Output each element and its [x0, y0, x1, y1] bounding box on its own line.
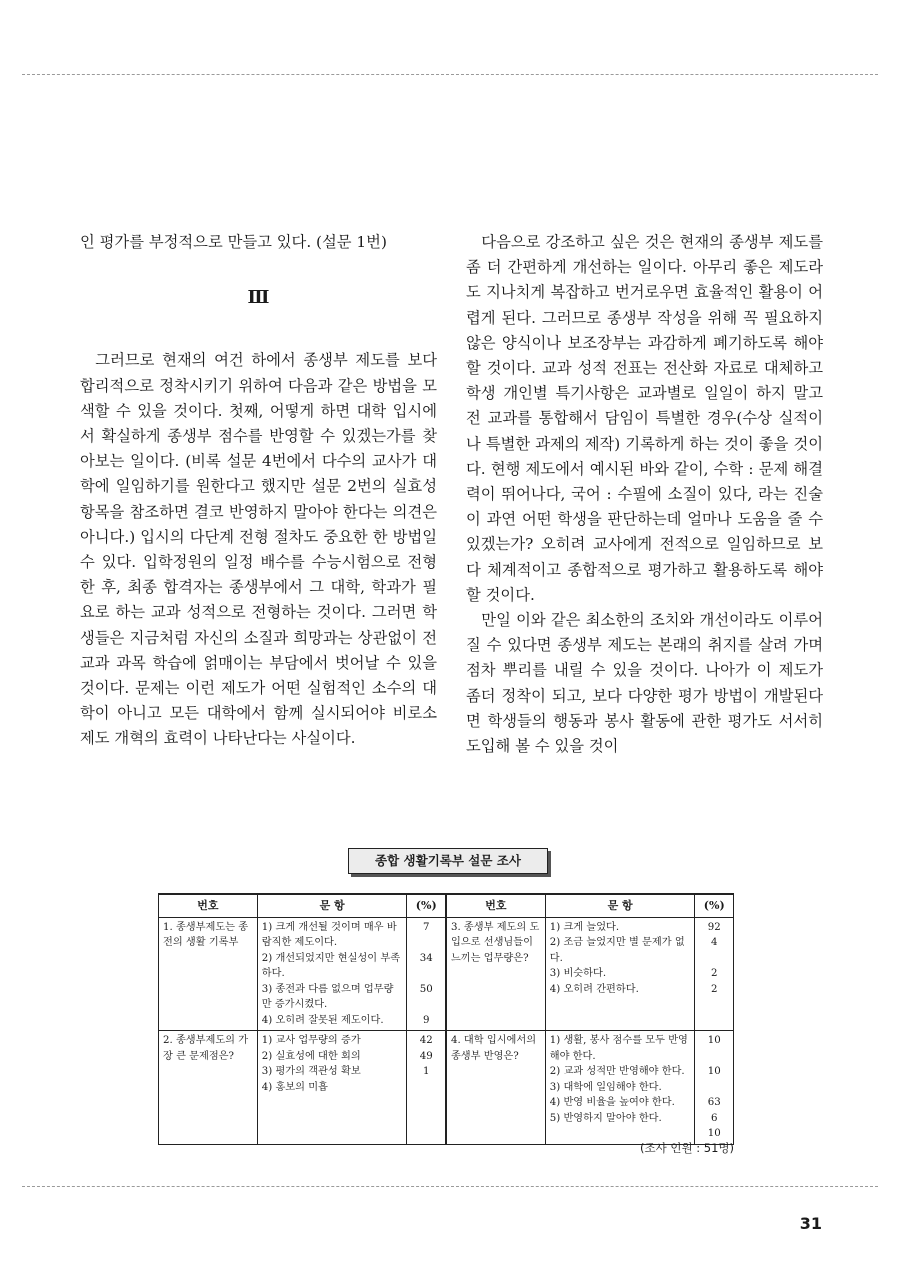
- q2-value-1: 42: [419, 1035, 433, 1046]
- q4-value-4: 6: [711, 1112, 718, 1124]
- q3-value-2: 4: [711, 937, 718, 948]
- q2-option-4: 4) 홍보의 미흡: [261, 1081, 328, 1093]
- left-paragraph-2: 그러므로 현재의 여건 하에서 종생부 제도를 보다 합리적으로 정착시키기 위하여 다음과 같은 방법을 모색할 수 있을 것이다. 첫째, 어떻게 하면 대학 입시에서 확실하게 종생부 점수를 반영할 수 있겠는가를 찾아보는 일이다. (비록 설문 4번에서 다수의 교사가 대학에 일임하기를 원한다고 했지만 설문 2번의 실효성 항목을 참조하면 결코 반영하지 말아야 한다는 의견은 아니다.) 입시의 다단계 전형 절차도 중요한 한 방법일 수 있다. 입학정원의 일정 배수를 수능시험으로 전형한 후, 최종 합격자는 종생부에서 그 대학, 학과가 필요로 하는 교과 성적으로 전형하는 것이다. 그러면 학생들은 지금처럼 자신의 소질과 희망과는 상관없이 전 교과 과목 학습에 얽매이는 부담에서 벗어날 수 있을 것이다. 문제는 이런 제도가 어떤 실험적인 소수의 대학이 아니고 모든 대학에서 함께 실시되어야 비로소 제도 개혁의 효력이 나타난다는 사실이다.: [80, 351, 437, 748]
- q3-option-2: 2) 조금 늘었지만 별 문제가 없다.: [549, 937, 685, 964]
- q4-question: 4. 대학 입시에서의 종생부 반영은?: [446, 1031, 545, 1145]
- q3-option-3: 3) 비슷하다.: [549, 968, 607, 979]
- right-column: [466, 230, 823, 759]
- table-row: [159, 917, 734, 1031]
- top-rule: [22, 74, 878, 75]
- header-pct: (%): [407, 894, 446, 917]
- q4-value-3: 63: [707, 1097, 721, 1108]
- q2-values: [407, 1031, 446, 1145]
- q1-question: 1. 종생부제도는 종전의 생활 기록부: [159, 917, 258, 1031]
- header-no-2: 번호: [446, 894, 545, 917]
- q4-options: [545, 1031, 695, 1145]
- q4-option-5: 5) 반영하지 말아야 한다.: [549, 1112, 662, 1124]
- q1-option-2: 2) 개선되었지만 현실성이 부족하다.: [261, 952, 401, 979]
- q3-value-3: 2: [711, 968, 718, 979]
- q3-option-4: 4) 오히려 간편하다.: [549, 983, 639, 995]
- q1-options: [257, 917, 407, 1031]
- table-row: [159, 1031, 734, 1145]
- right-paragraph-2: 만일 이와 같은 최소한의 조치와 개선이라도 이루어질 수 있다면 종생부 제도는 본래의 취지를 살려 가며 점차 뿌리를 내릴 수 있을 것이다. 나아가 이 제도가 좀더 정착이 되고, 보다 다양한 평가 방법이 개발된다면 학생들의 행동과 봉사 활동에 관한 평가도 서서히 도입해 볼 수 있을 것이: [466, 611, 823, 756]
- q1-value-3: 50: [419, 983, 433, 995]
- header-no: 번호: [159, 894, 258, 917]
- q2-option-1: 1) 교사 업무량의 증가: [261, 1035, 361, 1046]
- right-paragraph-1: 다음으로 강조하고 싶은 것은 현재의 종생부 제도를 좀 더 간편하게 개선하는 일이다. 아무리 좋은 제도라도 지나치게 복잡하고 번거로우면 효율적인 활용이 어렵게 된다. 그러므로 종생부 작성을 위해 꼭 필요하지 않은 양식이나 보조장부는 과감하게 폐기하도록 해야 할 것이다. 교과 성적 전표는 전산화 자료로 대체하고 학생 개인별 특기사항은 교과별로 일일이 하지 말고 전 교과를 통합해서 담임이 특별한 경우(수상 실적이나 특별한 과제의 제작) 기록하게 하는 것이 좋을 것이다. 현행 제도에서 예시된 바와 같이, 수학 : 문제 해결력이 뛰어나다, 국어 : 수필에 소질이 있다, 라는 진술이 과연 어떤 학생을 판단하는데 얼마나 도움을 줄 수 있겠는가? 오히려 교사에게 전적으로 일임하므로 보다 체계적이고 종합적으로 평가하고 활용하도록 해야 할 것이다.: [466, 233, 823, 604]
- q4-values: [695, 1031, 734, 1145]
- q4-option-2: 2) 교과 성적만 반영해야 한다.: [549, 1066, 685, 1077]
- q2-options: [257, 1031, 407, 1145]
- q1-value-2: 34: [419, 952, 433, 964]
- q1-values: [407, 917, 446, 1031]
- q1-option-3: 3) 종전과 다름 없으며 업무량만 증가시켰다.: [261, 983, 394, 1010]
- bottom-rule: [22, 1186, 878, 1187]
- header-item: 문 항: [257, 894, 407, 917]
- q2-question: 2. 종생부제도의 가장 큰 문제점은?: [159, 1031, 258, 1145]
- left-column: [80, 230, 437, 752]
- q3-question: 3. 종생부 제도의 도입으로 선생님들이 느끼는 업무량은?: [446, 917, 545, 1031]
- q3-options: [545, 917, 695, 1031]
- q3-option-1: 1) 크게 늘었다.: [549, 921, 620, 933]
- q3-values: [695, 917, 734, 1031]
- q4-option-1: 1) 생활, 봉사 점수를 모두 반영해야 한다.: [549, 1035, 688, 1062]
- q1-option-1: 1) 크게 개선될 것이며 매우 바람직한 제도이다.: [261, 921, 397, 948]
- q2-value-2: 49: [419, 1050, 433, 1062]
- table-header-row: [159, 894, 734, 917]
- q4-option-3: 3) 대학에 일임해야 한다.: [549, 1081, 662, 1093]
- section-heading: Ⅲ: [247, 287, 270, 309]
- q1-value-1: 7: [422, 921, 430, 933]
- q1-option-4: 4) 오히려 잘못된 제도이다.: [261, 1014, 384, 1026]
- q4-value-2: 10: [707, 1066, 721, 1077]
- q4-value-1: 10: [707, 1035, 721, 1046]
- header-item-2: 문 항: [545, 894, 695, 917]
- header-pct-2: (%): [695, 894, 734, 917]
- survey-table: [158, 893, 734, 1145]
- page-number: 31: [799, 1214, 822, 1233]
- q4-option-4: 4) 반영 비율을 높여야 한다.: [549, 1097, 675, 1108]
- survey-note: (조사 인원 : 51명): [640, 1141, 734, 1155]
- q4-value-5: 10: [707, 1128, 721, 1139]
- q1-value-4: 9: [422, 1014, 430, 1026]
- q3-value-4: 2: [711, 983, 718, 995]
- q2-option-3: 3) 평가의 객관성 확보: [261, 1066, 361, 1077]
- q2-value-3: 1: [422, 1066, 430, 1077]
- q2-option-2: 2) 실효성에 대한 회의: [261, 1050, 361, 1062]
- q3-value-1: 92: [707, 921, 721, 933]
- table-title: 종합 생활기록부 설문 조사: [348, 848, 548, 874]
- left-paragraph-1: 인 평가를 부정적으로 만들고 있다. (설문 1번): [80, 233, 387, 251]
